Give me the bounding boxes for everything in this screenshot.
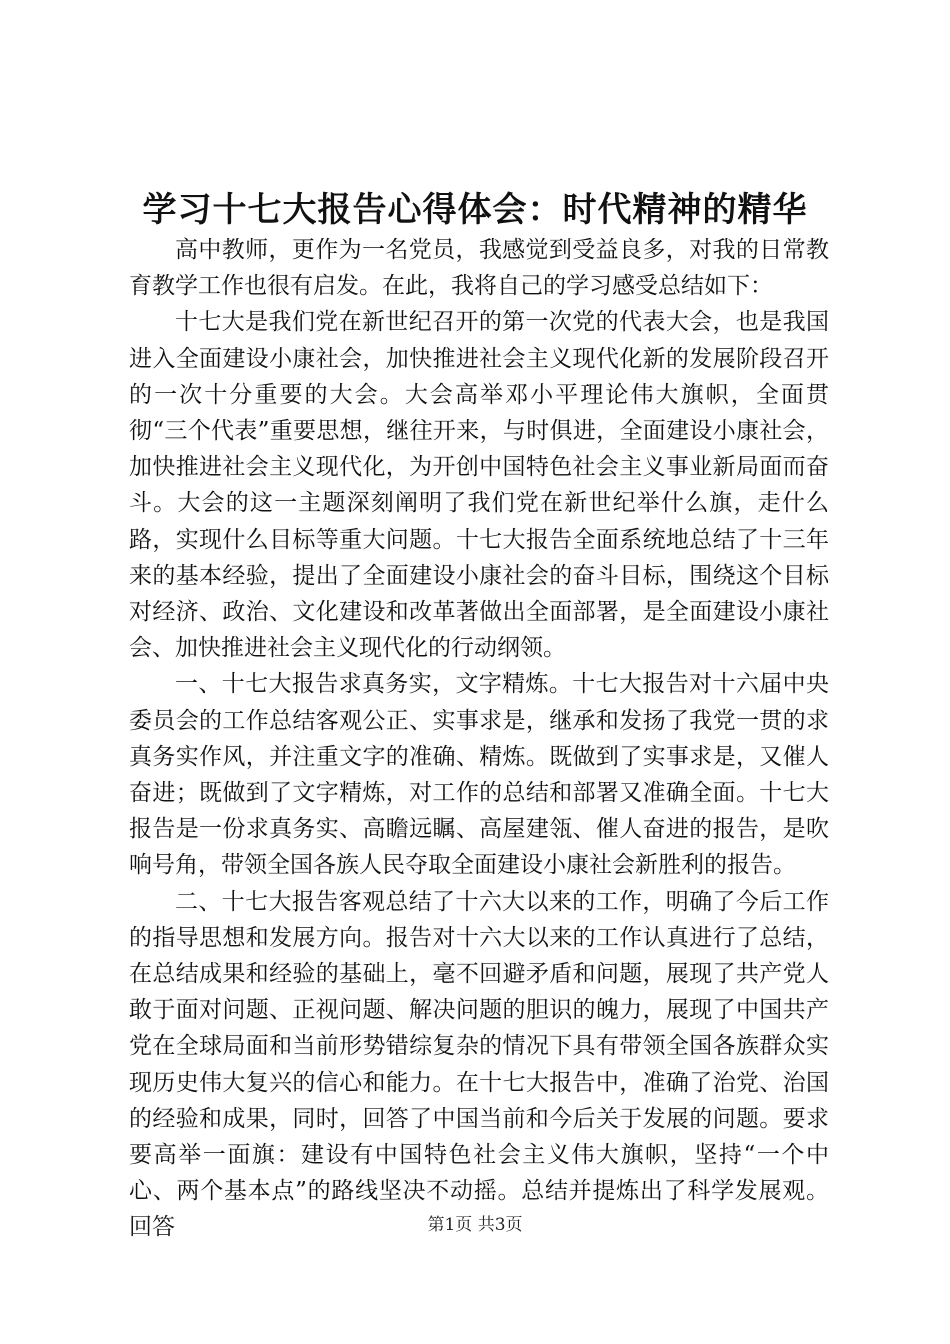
document-body	[129, 232, 829, 1246]
paragraph-congress-overview: 十七大是我们党在新世纪召开的第一次党的代表大会，也是我国进入全面建设小康社会，加快推进社会主义现代化新的发展阶段召开的一次十分重要的大会。大会高举邓小平理论伟大旗帜，全面贯彻“三个代表”重要思想，继往开来，与时俱进，全面建设小康社会，加快推进社会主义现代化，为开创中国特色社会主义事业新局面而奋斗。大会的这一主题深刻阐明了我们党在新世纪举什么旗，走什么路，实现什么目标等重大问题。十七大报告全面系统地总结了十三年来的基本经验，提出了全面建设小康社会的奋斗目标，围绕这个目标对经济、政治、文化建设和改革著做出全面部署，是全面建设小康社会、加快推进社会主义现代化的行动纲领。	[129, 309, 829, 662]
document-title: 学习十七大报告心得体会：时代精神的精华	[142, 190, 808, 230]
page-number-footer: 第1页 共3页	[427, 1215, 523, 1235]
paragraph-point-two: 二、十七大报告客观总结了十六大以来的工作，明确了今后工作的指导思想和发展方向。报告对十六大以来的工作认真进行了总结，在总结成果和经验的基础上，毫不回避矛盾和问题，展现了共产党人敢于面对问题、正视问题、解决问题的胆识的魄力，展现了中国共产党在全球局面和当前形势错综复杂的情况下具有带领全国各族群众实现历史伟大复兴的信心和能力。在十七大报告中，准确了治党、治国的经验和成果，同时，回答了中国当前和今后关于发展的问题。要求要高举一面旗：建设有中国特色社会主义伟大旗帜，坚持“一个中心、两个基本点”的路线坚决不动摇。总结并提炼出了科学发展观。回答	[129, 888, 829, 1241]
paragraph-point-one: 一、十七大报告求真务实，文字精炼。十七大报告对十六届中央委员会的工作总结客观公正、实事求是，继承和发扬了我党一贯的求真务实作风，并注重文字的准确、精炼。既做到了实事求是，又催人奋进；既做到了文字精炼，对工作的总结和部署又准确全面。十七大报告是一份求真务实、高瞻远瞩、高屋建瓴、催人奋进的报告，是吹响号角，带领全国各族人民夺取全面建设小康社会新胜利的报告。	[129, 671, 829, 879]
paragraph-intro: 高中教师，更作为一名党员，我感觉到受益良多，对我的日常教育教学工作也很有启发。在此，我将自己的学习感受总结如下：	[129, 237, 829, 300]
